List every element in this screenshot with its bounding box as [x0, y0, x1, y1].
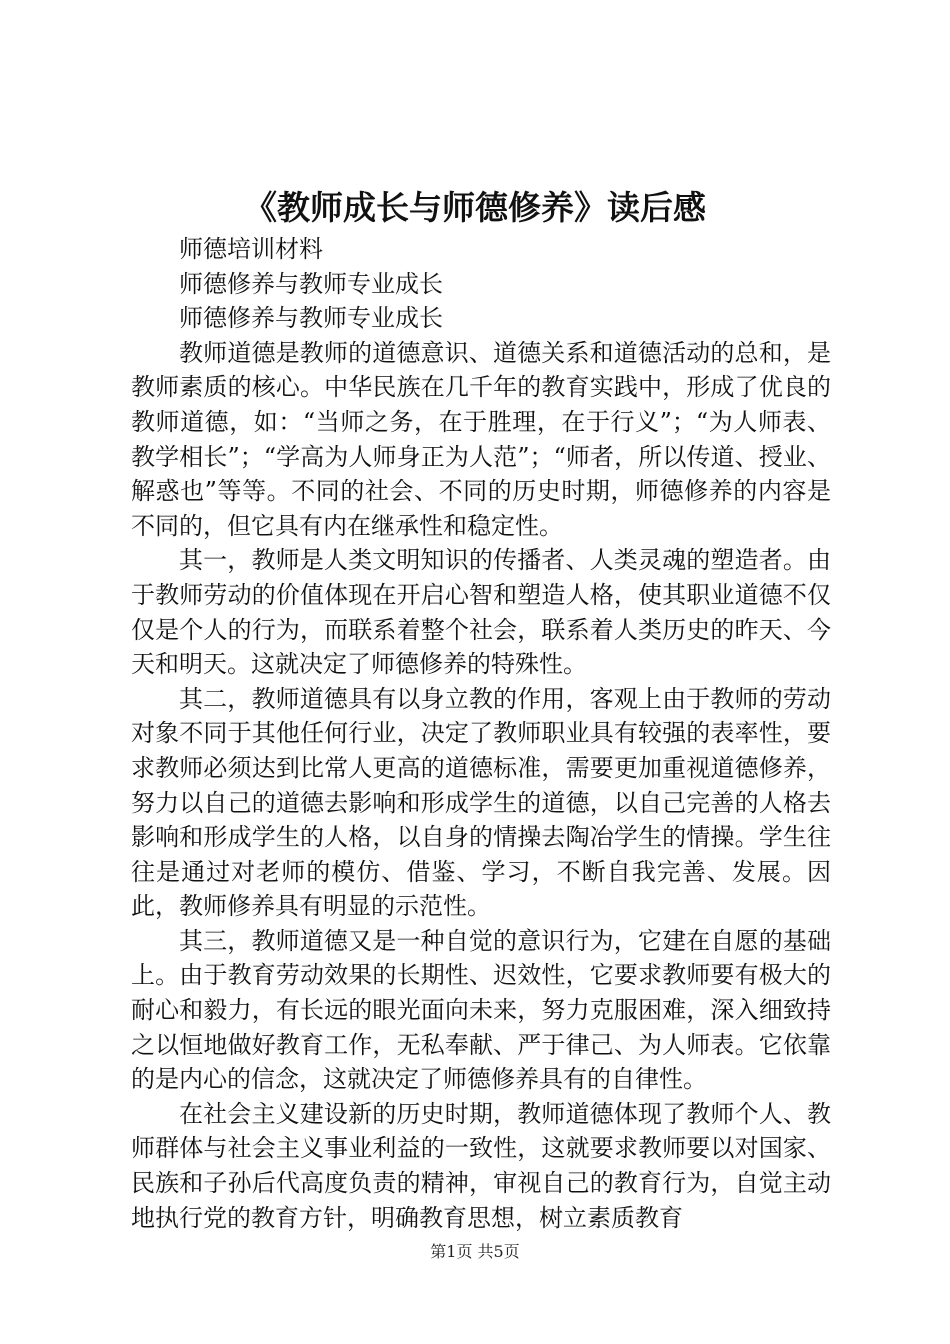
page-footer: 第1页 共5页: [430, 1242, 520, 1261]
paragraph-4: 教师道德是教师的道德意识、道德关系和道德活动的总和，是教师素质的核心。中华民族在几千年的教育实践中，形成了优良的教师道德，如：“当师之务，在于胜理，在于行义”；“为人师表、教学相长”；“学高为人师身正为人范”；“师者，所以传道、授业、解惑也”等等。不同的社会、不同的历史时期，师德修养的内容是不同的，但它具有内在继承性和稳定性。: [131, 338, 831, 540]
paragraph-2: 师德修养与教师专业成长: [179, 269, 443, 298]
document-title: 《教师成长与师德修养》读后感: [244, 188, 706, 227]
paragraph-1: 师德培训材料: [179, 235, 323, 263]
document-body: [131, 232, 831, 1235]
paragraph-6: 其二，教师道德具有以身立教的作用，客观上由于教师的劳动对象不同于其他任何行业，决定了教师职业具有较强的表率性，要求教师必须达到比常人更高的道德标准，需要更加重视道德修养，努力以自己的道德去影响和形成学生的道德，以自己完善的人格去影响和形成学生的人格，以自身的情操去陶冶学生的情操。学生往往是通过对老师的模仿、借鉴、学习，不断自我完善、发展。因此，教师修养具有明显的示范性。: [131, 684, 831, 921]
paragraph-5: 其一，教师是人类文明知识的传播者、人类灵魂的塑造者。由于教师劳动的价值体现在开启心智和塑造人格，使其职业道德不仅仅是个人的行为，而联系着整个社会，联系着人类历史的昨天、今天和明天。这就决定了师德修养的特殊性。: [131, 546, 831, 679]
paragraph-7: 其三，教师道德又是一种自觉的意识行为，它建在自愿的基础上。由于教育劳动效果的长期性、迟效性，它要求教师要有极大的耐心和毅力，有长远的眼光面向未来，努力克服困难，深入细致持之以恒地做好教育工作，无私奉献、严于律己、为人师表。它依靠的是内心的信念，这就决定了师德修养具有的自律性。: [131, 926, 831, 1094]
paragraph-3: 师德修养与教师专业成长: [179, 304, 443, 333]
paragraph-8: 在社会主义建设新的历史时期，教师道德体现了教师个人、教师群体与社会主义事业利益的一致性，这就要求教师要以对国家、民族和子孙后代高度负责的精神，审视自己的教育行为，自觉主动地执行党的教育方针，明确教育思想，树立素质教育: [131, 1099, 831, 1232]
